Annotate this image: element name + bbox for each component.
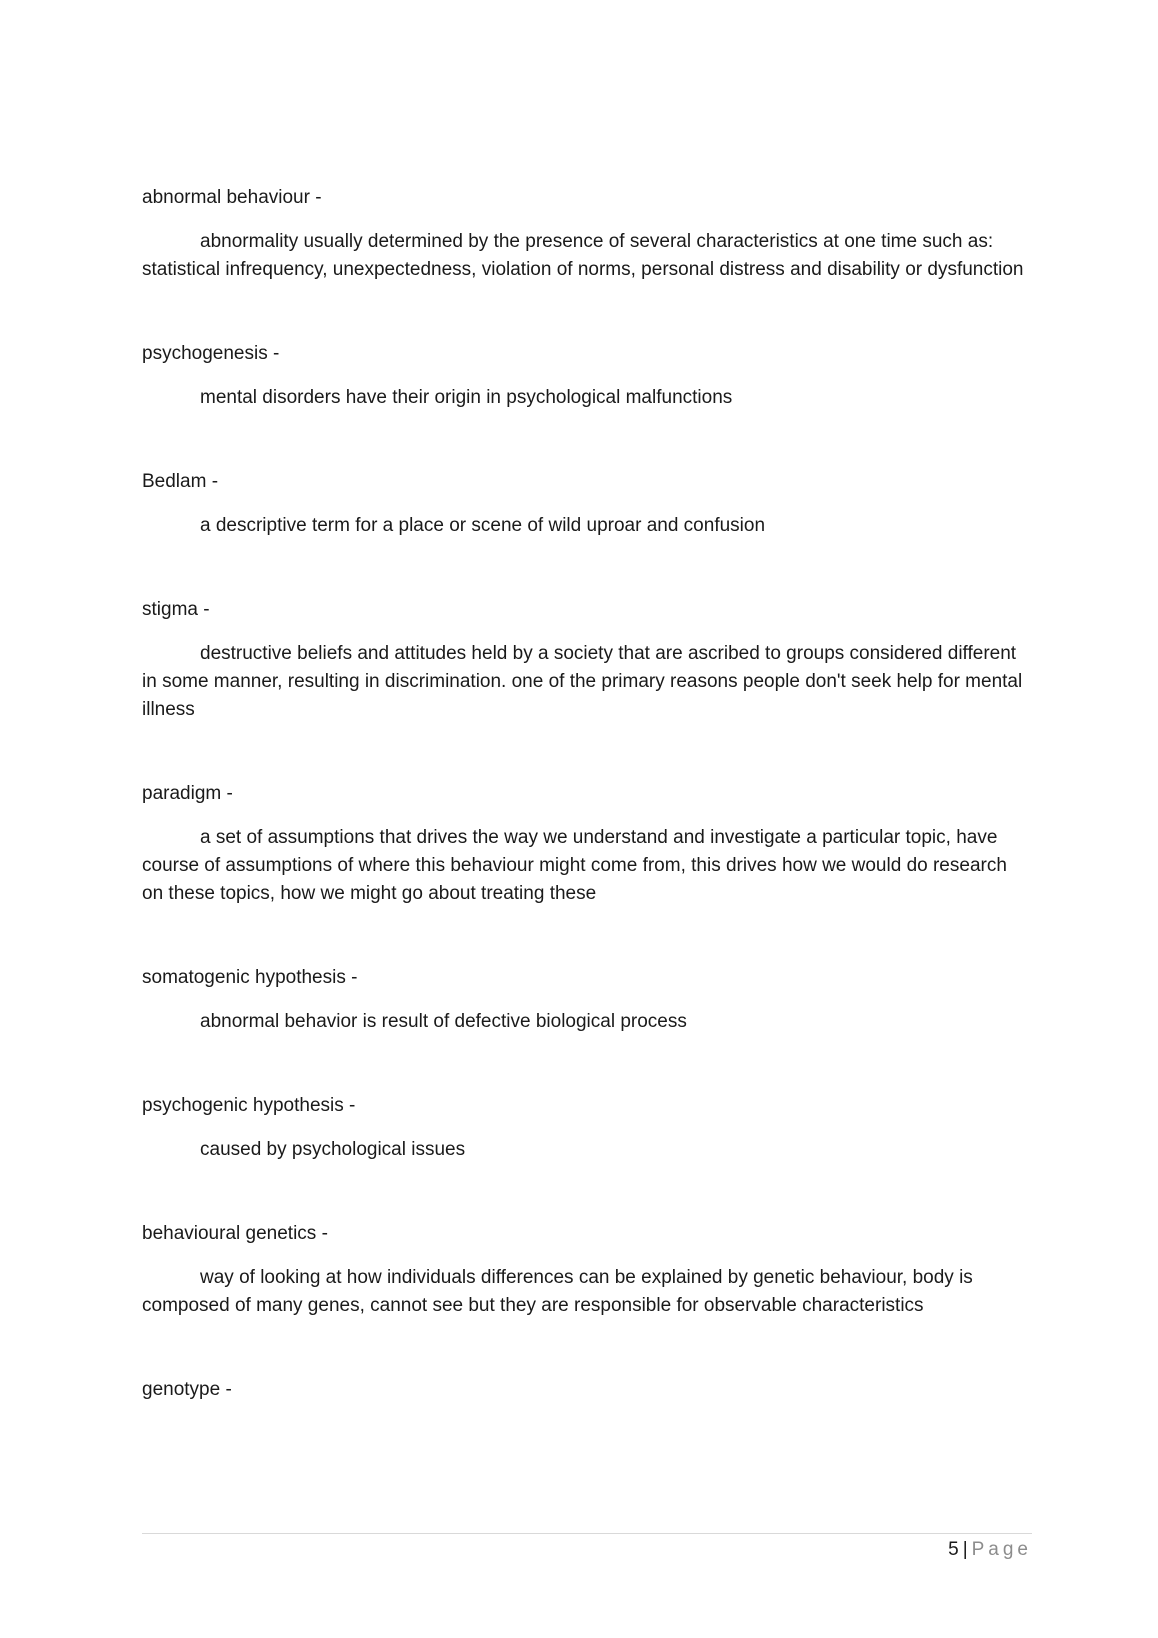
page-footer (948, 1536, 1032, 1564)
entry-term: behavioural genetics - (142, 1223, 328, 1244)
page-label: Page (971, 1539, 1032, 1560)
entry-term: abnormal behaviour - (142, 187, 322, 208)
glossary-entry (142, 1092, 1032, 1164)
glossary-entry (142, 780, 1032, 908)
entry-term: paradigm - (142, 783, 233, 804)
entry-term: Bedlam - (142, 471, 219, 492)
entry-definition: abnormality usually determined by the presence of several characteristics at one time such as: statistical infrequency, unexpectedness, violation of norms, personal distress and disability or dysfunction (142, 231, 1024, 280)
page-number: 5 (948, 1539, 959, 1560)
entry-definition: mental disorders have their origin in psychological malfunctions (200, 387, 733, 408)
glossary-entry (142, 184, 1032, 284)
entry-term: psychogenesis - (142, 343, 280, 364)
entry-definition: abnormal behavior is result of defective biological process (200, 1011, 687, 1032)
glossary-entry (142, 340, 1032, 412)
entry-definition: a set of assumptions that drives the way we understand and investigate a particular topic, have course of assumptions of where this behaviour might come from, this drives how we would do research on these topics, how we might go about treating these (142, 827, 1007, 904)
glossary-entry (142, 468, 1032, 540)
entry-term: psychogenic hypothesis - (142, 1095, 356, 1116)
glossary-entry (142, 596, 1032, 724)
entry-term: genotype - (142, 1379, 232, 1400)
footer-separator: | (962, 1539, 968, 1560)
footer-divider (142, 1533, 1032, 1534)
entry-term: stigma - (142, 599, 210, 620)
glossary-entry (142, 964, 1032, 1036)
entry-definition: a descriptive term for a place or scene of wild uproar and confusion (200, 515, 766, 536)
glossary-content (142, 184, 1032, 1420)
glossary-entry (142, 1220, 1032, 1320)
entry-definition: caused by psychological issues (200, 1139, 466, 1160)
entry-term: somatogenic hypothesis - (142, 967, 358, 988)
entry-definition: way of looking at how individuals differences can be explained by genetic behaviour, body is composed of many genes, cannot see but they are responsible for observable characteristics (142, 1267, 973, 1316)
entry-definition: destructive beliefs and attitudes held by a society that are ascribed to groups considered different in some manner, resulting in discrimination. one of the primary reasons people don't seek help for mental illness (142, 643, 1023, 720)
glossary-entry (142, 1376, 1032, 1404)
